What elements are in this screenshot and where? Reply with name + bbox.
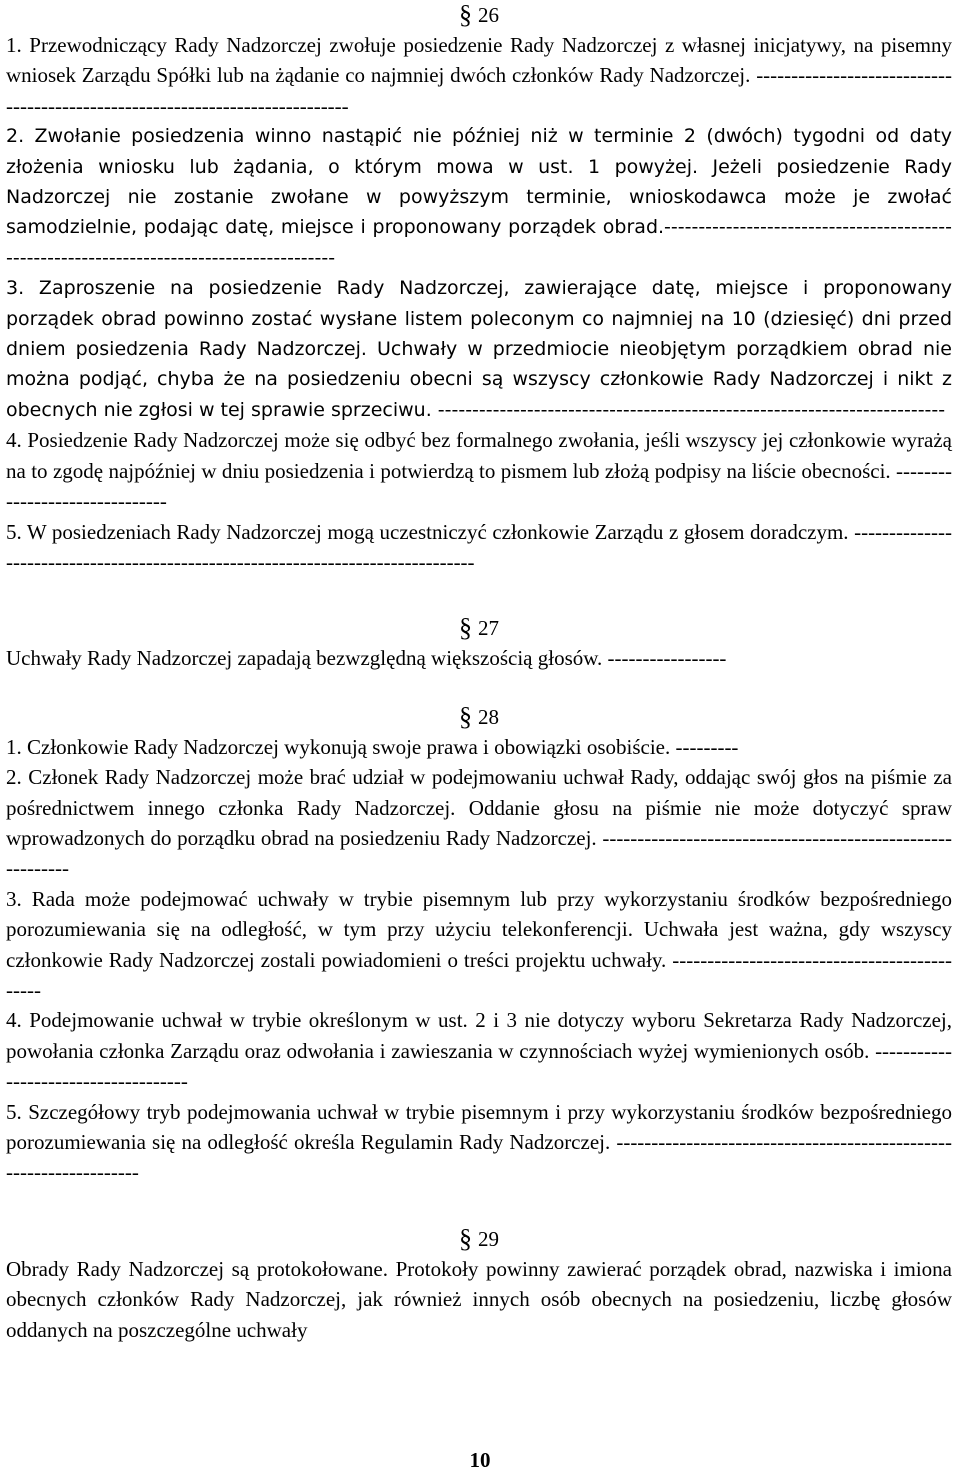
paragraph-28-5: 5. Szczegółowy tryb podejmowania uchwał w trybie pisemnym i przy wykorzystaniu środków bezpośredniego porozumiewania się na odległość określa Regulamin Rady Nadzorczej. -------------------------------------------------------------------: [6, 1099, 952, 1185]
paragraph-28-4: 4. Podejmowanie uchwał w trybie określonym w ust. 2 i 3 nie dotyczy wyboru Sekretarza Rady Nadzorczej, powołania członka Zarządu oraz odwołania i zawieszania w czynnościach wyżej wymienionych osób. -------------------------------------: [6, 1008, 952, 1094]
section-heading-27: § 27: [459, 613, 499, 643]
page-number: 10: [469, 1448, 491, 1472]
paragraph-27-1: Uchwały Rady Nadzorczej zapadają bezwzględną większością głosów. -----------------: [6, 646, 727, 671]
section-heading-28: § 28: [459, 701, 499, 731]
paragraph-26-3: 3. Zaproszenie na posiedzenie Rady Nadzorczej, zawierające datę, miejsce i proponowany porządek obrad powinno zostać wysłane listem poleconym co najmniej na 10 (dziesięć) dni przed dniem posiedzenia Rady Nadzorczej. Uchwały w przedmiocie nieobjętym porządkiem obrad nie można podjąć, chyba że na posiedzeniu obecni są wszyscy członkowie Rady Nadzorczej i nikt z obecnych nie zgłosi w tej sprawie sprzeciwu. --------------------------------------------------------------------------: [6, 277, 952, 421]
section-mark: §: [459, 701, 472, 731]
paragraph-29-1: Obrady Rady Nadzorczej są protokołowane. Protokoły powinny zawierać porządek obrad, nazwiska i imiona obecnych członków Rady Nadzorczej, jak również innych osób obecnych na posiedzeniu, liczbę głosów oddanych na poszczególne uchwały: [6, 1256, 952, 1342]
section-heading-29: § 29: [459, 1223, 499, 1253]
section-mark: §: [459, 613, 472, 643]
paragraph-26-1: 1. Przewodniczący Rady Nadzorczej zwołuje posiedzenie Rady Nadzorczej z własnej inicjatywy, na pisemny wniosek Zarządu Spółki lub na żądanie co najmniej dwóch członków Rady Nadzorczej. -----------------------------------------------------------------------------: [6, 33, 952, 118]
section-mark: §: [459, 1223, 472, 1253]
document-page: [6, 0, 952, 1345]
paragraph-28-1: 1. Członkowie Rady Nadzorczej wykonują swoje prawa i obowiązki osobiście. ---------: [6, 734, 739, 759]
section-heading-26: § 26: [459, 0, 499, 29]
paragraph-26-4: 4. Posiedzenie Rady Nadzorczej może się odbyć bez formalnego zwołania, jeśli wszyscy jej członkowie wyrażą na to zgodę najpóźniej w dniu posiedzenia i potwierdzą to pismem lub złożą podpisy na liście obecności. -------------------------------: [6, 428, 952, 514]
paragraph-28-2: 2. Członek Rady Nadzorczej może brać udział w podejmowaniu uchwał Rady, oddając swój głos na piśmie za pośrednictwem innego członka Rady Nadzorczej. Oddanie głosu na piśmie nie może dotyczyć spraw wprowadzonych do porządku obrad na posiedzeniu Rady Nadzorczej. -----------------------------------------------------------: [6, 765, 952, 881]
section-mark: §: [459, 0, 472, 29]
paragraph-26-5: 5. W posiedzeniach Rady Nadzorczej mogą uczestniczyć członkowie Zarządu z głosem doradczym. ---------------------------------------------------------------------------------: [6, 519, 952, 574]
paragraph-28-3: 3. Rada może podejmować uchwały w trybie pisemnym lub przy wykorzystaniu środków bezpośredniego porozumiewania się na odległość, w tym przy użyciu telekonferencji. Uchwała jest ważna, gdy wszyscy członkowie Rady Nadzorczej zostali powiadomieni o treści projektu uchwały. ---------------------------------------------: [6, 886, 952, 1002]
paragraph-26-2: 2. Zwołanie posiedzenia winno nastąpić nie później niż w terminie 2 (dwóch) tygodni od daty złożenia wniosku lub żądania, o którym mowa w ust. 1 powyżej. Jeżeli posiedzenie Rady Nadzorczej nie zostanie zwołane w powyższym terminie, wnioskodawca może je zwołać samodzielnie, podając datę, miejsce i proponowany porządek obrad.------------------------------------------------------------------------------------------: [6, 125, 952, 269]
